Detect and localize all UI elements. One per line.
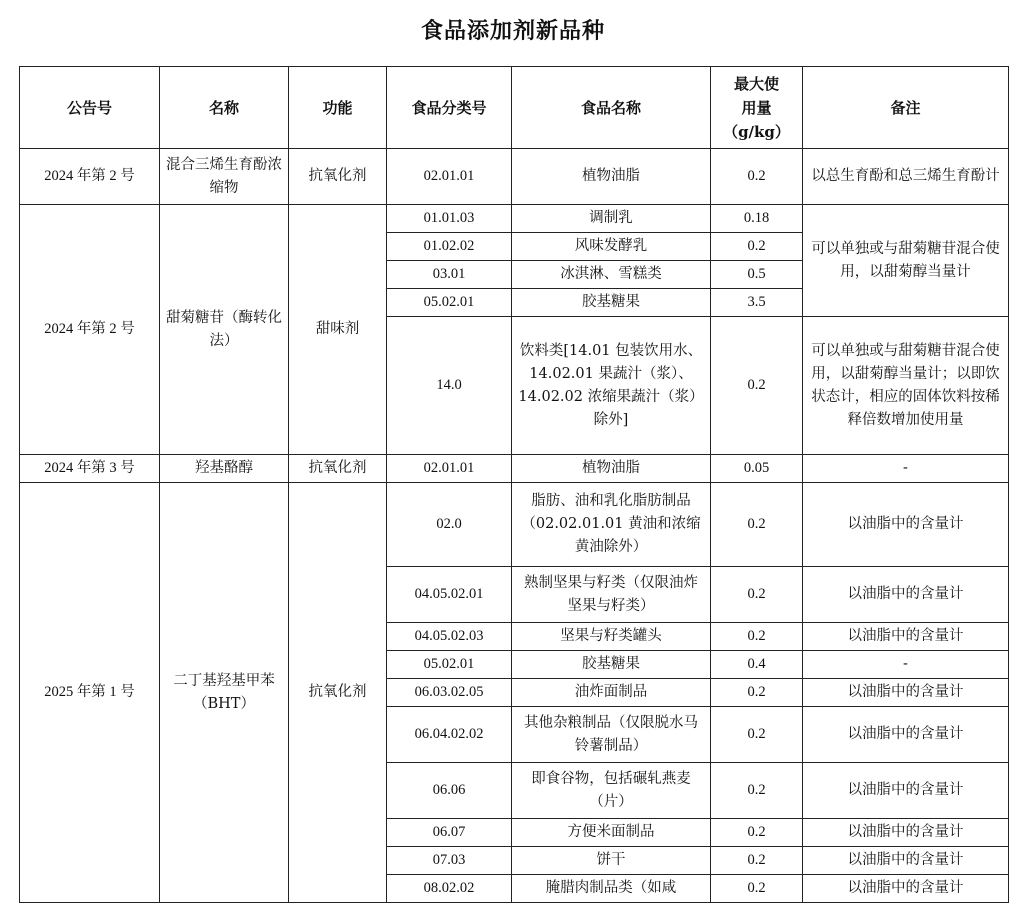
max-usage-cell: 0.2 [711, 763, 803, 819]
table-row [20, 483, 1009, 567]
max-usage-cell: 0.2 [711, 233, 803, 261]
food-name-cell: 饮料类[14.01 包装饮用水、14.02.01 果蔬汁（浆）、14.02.02 浓缩果蔬汁（浆）除外] [512, 317, 711, 455]
food-name-cell: 冰淇淋、雪糕类 [512, 261, 711, 289]
remark-cell: - [803, 651, 1009, 679]
header-max-usage-line1: 最大使 [733, 74, 779, 93]
max-usage-cell: 0.18 [711, 205, 803, 233]
food-name-cell: 植物油脂 [512, 149, 711, 205]
food-name-cell: 调制乳 [512, 205, 711, 233]
remark-cell: 以油脂中的含量计 [803, 819, 1009, 847]
food-name-cell: 即食谷物，包括碾轧燕麦（片） [512, 763, 711, 819]
category-code-cell: 02.0 [387, 483, 512, 567]
max-usage-cell: 0.2 [711, 875, 803, 903]
category-code-cell: 02.01.01 [387, 149, 512, 205]
category-code-cell: 01.01.03 [387, 205, 512, 233]
remark-cell: - [803, 455, 1009, 483]
remark-cell: 可以单独或与甜菊糖苷混合使用，以甜菊醇当量计；以即饮状态计，相应的固体饮料按稀释倍数增加使用量 [803, 317, 1009, 455]
max-usage-cell: 0.2 [711, 567, 803, 623]
category-code-cell: 07.03 [387, 847, 512, 875]
food-name-cell: 坚果与籽类罐头 [512, 623, 711, 651]
food-name-cell: 其他杂粮制品（仅限脱水马铃薯制品） [512, 707, 711, 763]
category-code-cell: 04.05.02.01 [387, 567, 512, 623]
remark-cell: 以总生育酚和总三烯生育酚计 [803, 149, 1009, 205]
table-row [20, 149, 1009, 205]
remark-cell: 以油脂中的含量计 [803, 847, 1009, 875]
additive-name-cell: 甜菊糖苷（酶转化法） [160, 205, 289, 455]
page-title: 食品添加剂新品种 [420, 18, 605, 44]
remark-cell: 以油脂中的含量计 [803, 623, 1009, 651]
notice-cell: 2024 年第 3 号 [20, 455, 160, 483]
notice-cell: 2024 年第 2 号 [20, 149, 160, 205]
category-code-cell: 05.02.01 [387, 651, 512, 679]
category-code-cell: 06.04.02.02 [387, 707, 512, 763]
header-remark: 备注 [803, 67, 1009, 149]
category-code-cell: 06.06 [387, 763, 512, 819]
header-row [20, 67, 1009, 149]
max-usage-cell: 0.2 [711, 483, 803, 567]
food-name-cell: 植物油脂 [512, 455, 711, 483]
remark-cell: 以油脂中的含量计 [803, 707, 1009, 763]
remark-cell: 以油脂中的含量计 [803, 567, 1009, 623]
table-row [20, 205, 1009, 233]
max-usage-cell: 0.2 [711, 847, 803, 875]
max-usage-cell: 3.5 [711, 289, 803, 317]
food-name-cell: 风味发酵乳 [512, 233, 711, 261]
category-code-cell: 04.05.02.03 [387, 623, 512, 651]
food-name-cell: 油炸面制品 [512, 679, 711, 707]
max-usage-cell: 0.2 [711, 707, 803, 763]
food-name-cell: 方便米面制品 [512, 819, 711, 847]
max-usage-cell: 0.2 [711, 819, 803, 847]
function-cell: 抗氧化剂 [289, 455, 387, 483]
additive-name-cell: 二丁基羟基甲苯（BHT） [160, 483, 289, 903]
header-category-code: 食品分类号 [387, 67, 512, 149]
max-usage-cell: 0.2 [711, 317, 803, 455]
remark-cell: 可以单独或与甜菊糖苷混合使用，以甜菊醇当量计 [803, 205, 1009, 317]
remark-cell: 以油脂中的含量计 [803, 875, 1009, 903]
header-max-usage-line3: （g/kg） [723, 122, 790, 141]
table-row [20, 455, 1009, 483]
header-name: 名称 [160, 67, 289, 149]
food-name-cell: 胶基糖果 [512, 289, 711, 317]
category-code-cell: 02.01.01 [387, 455, 512, 483]
function-cell: 抗氧化剂 [289, 483, 387, 903]
header-max-usage [711, 67, 803, 149]
notice-cell: 2024 年第 2 号 [20, 205, 160, 455]
remark-cell: 以油脂中的含量计 [803, 763, 1009, 819]
remark-cell: 以油脂中的含量计 [803, 679, 1009, 707]
category-code-cell: 14.0 [387, 317, 512, 455]
category-code-cell: 08.02.02 [387, 875, 512, 903]
max-usage-cell: 0.2 [711, 623, 803, 651]
additive-name-cell: 混合三烯生育酚浓缩物 [160, 149, 289, 205]
max-usage-cell: 0.5 [711, 261, 803, 289]
function-cell: 甜味剂 [289, 205, 387, 455]
food-name-cell: 熟制坚果与籽类（仅限油炸坚果与籽类） [512, 567, 711, 623]
category-code-cell: 03.01 [387, 261, 512, 289]
category-code-cell: 05.02.01 [387, 289, 512, 317]
header-notice: 公告号 [20, 67, 160, 149]
header-max-usage-line2: 用量 [741, 98, 772, 117]
remark-cell: 以油脂中的含量计 [803, 483, 1009, 567]
max-usage-cell: 0.2 [711, 679, 803, 707]
max-usage-cell: 0.05 [711, 455, 803, 483]
max-usage-cell: 0.4 [711, 651, 803, 679]
category-code-cell: 06.03.02.05 [387, 679, 512, 707]
food-name-cell: 脂肪、油和乳化脂肪制品（02.02.01.01 黄油和浓缩黄油除外） [512, 483, 711, 567]
function-cell: 抗氧化剂 [289, 149, 387, 205]
food-name-cell: 胶基糖果 [512, 651, 711, 679]
notice-cell: 2025 年第 1 号 [20, 483, 160, 903]
header-food-name: 食品名称 [512, 67, 711, 149]
food-name-cell: 腌腊肉制品类（如咸 [512, 875, 711, 903]
header-function: 功能 [289, 67, 387, 149]
food-name-cell: 饼干 [512, 847, 711, 875]
additive-name-cell: 羟基酪醇 [160, 455, 289, 483]
category-code-cell: 01.02.02 [387, 233, 512, 261]
max-usage-cell: 0.2 [711, 149, 803, 205]
additives-table [19, 66, 1009, 903]
category-code-cell: 06.07 [387, 819, 512, 847]
